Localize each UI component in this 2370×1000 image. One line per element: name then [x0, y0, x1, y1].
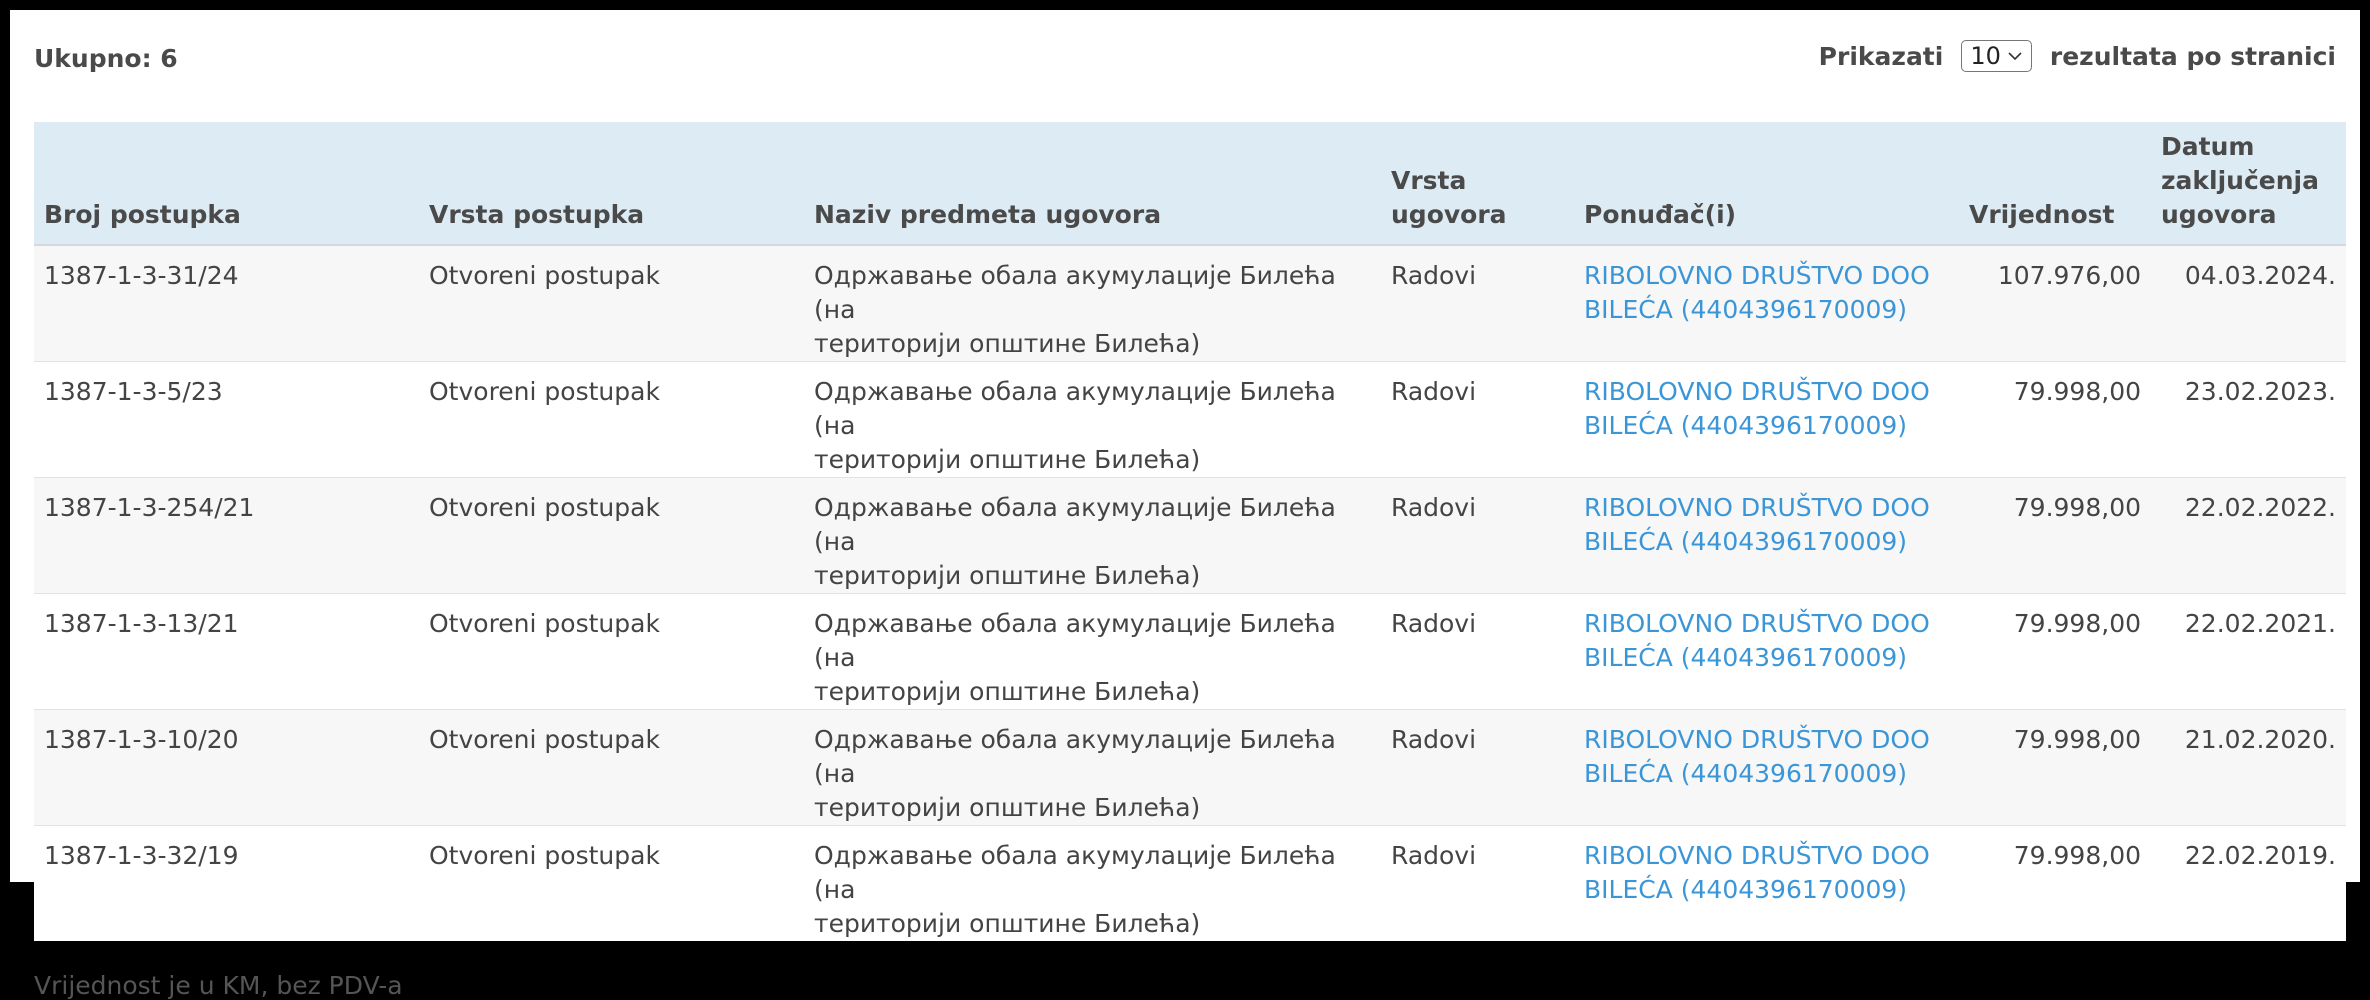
cell-ponudjac: [1574, 478, 1959, 594]
currency-note: Vrijednost je u KM, bez PDV-a: [34, 971, 403, 1000]
cell-vrijednost: 79.998,00: [1959, 710, 2151, 826]
table-row: [34, 478, 2346, 594]
cell-vrsta: Otvoreni postupak: [419, 362, 804, 478]
per-page-suffix: rezultata po stranici: [2049, 41, 2336, 71]
bidder-link[interactable]: RIBOLOVNO DRUŠTVO DOO BILEĆA (4404396170009): [1584, 841, 1930, 904]
contracts-table: [34, 122, 2346, 941]
table-row: [34, 362, 2346, 478]
cell-vrsta: Otvoreni postupak: [419, 826, 804, 942]
results-toolbar: [34, 10, 2336, 122]
cell-naziv: Одржавање обала акумулације Билећа (на територији општине Билећа): [804, 245, 1381, 362]
cell-vrijednost: 79.998,00: [1959, 826, 2151, 942]
cell-broj: 1387-1-3-254/21: [34, 478, 419, 594]
bidder-link[interactable]: RIBOLOVNO DRUŠTVO DOO BILEĆA (4404396170009): [1584, 493, 1930, 556]
cell-vrijednost: 79.998,00: [1959, 362, 2151, 478]
cell-ugovor: Radovi: [1381, 245, 1574, 362]
cell-broj: 1387-1-3-10/20: [34, 710, 419, 826]
results-panel: [10, 10, 2360, 1000]
cell-vrsta: Otvoreni postupak: [419, 594, 804, 710]
col-header-vrsta-ugovora[interactable]: Vrsta ugovora: [1381, 122, 1574, 245]
col-header-naziv[interactable]: Naziv predmeta ugovora: [804, 122, 1381, 245]
cell-naziv: Одржавање обала акумулације Билећа (на територији општине Билећа): [804, 826, 1381, 942]
table-row: [34, 594, 2346, 710]
cell-vrijednost: 107.976,00: [1959, 245, 2151, 362]
per-page-label: Prikazati: [1818, 41, 1944, 71]
cell-datum: 21.02.2020.: [2151, 710, 2346, 826]
col-header-datum[interactable]: Datum zaključenja ugovora: [2151, 122, 2346, 245]
cell-broj: 1387-1-3-32/19: [34, 826, 419, 942]
col-header-vrsta-postupka[interactable]: Vrsta postupka: [419, 122, 804, 245]
per-page-value: 10: [1970, 42, 2001, 70]
col-header-broj[interactable]: Broj postupka: [34, 122, 419, 245]
cell-ponudjac: [1574, 710, 1959, 826]
cell-broj: 1387-1-3-31/24: [34, 245, 419, 362]
cell-datum: 22.02.2019.: [2151, 826, 2346, 942]
table-row: [34, 245, 2346, 362]
cell-ugovor: Radovi: [1381, 710, 1574, 826]
cell-vrijednost: 79.998,00: [1959, 478, 2151, 594]
table-header-row: [34, 122, 2346, 245]
table-row: [34, 710, 2346, 826]
cell-ugovor: Radovi: [1381, 478, 1574, 594]
cell-datum: 04.03.2024.: [2151, 245, 2346, 362]
cell-datum: 22.02.2021.: [2151, 594, 2346, 710]
col-header-vrijednost[interactable]: Vrijednost: [1959, 122, 2151, 245]
bidder-link[interactable]: RIBOLOVNO DRUŠTVO DOO BILEĆA (4404396170009): [1584, 725, 1930, 788]
bidder-link[interactable]: RIBOLOVNO DRUŠTVO DOO BILEĆA (4404396170009): [1584, 377, 1930, 440]
per-page-control: [1819, 40, 2336, 72]
cell-vrsta: Otvoreni postupak: [419, 710, 804, 826]
cell-datum: 22.02.2022.: [2151, 478, 2346, 594]
cell-ugovor: Radovi: [1381, 826, 1574, 942]
cell-naziv: Одржавање обала акумулације Билећа (на територији општине Билећа): [804, 362, 1381, 478]
cell-naziv: Одржавање обала акумулације Билећа (на територији општине Билећа): [804, 478, 1381, 594]
cell-ponudjac: [1574, 594, 1959, 710]
cell-ponudjac: [1574, 362, 1959, 478]
cell-broj: 1387-1-3-13/21: [34, 594, 419, 710]
cell-broj: 1387-1-3-5/23: [34, 362, 419, 478]
table-row: [34, 826, 2346, 942]
cell-datum: 23.02.2023.: [2151, 362, 2346, 478]
chevron-down-icon: [2007, 48, 2023, 64]
per-page-select[interactable]: [1961, 40, 2032, 72]
cell-vrsta: Otvoreni postupak: [419, 478, 804, 594]
bidder-link[interactable]: RIBOLOVNO DRUŠTVO DOO BILEĆA (4404396170009): [1584, 609, 1930, 672]
col-header-ponudjac[interactable]: Ponuđač(i): [1574, 122, 1959, 245]
cell-naziv: Одржавање обала акумулације Билећа (на територији општине Билећа): [804, 594, 1381, 710]
cell-ugovor: Radovi: [1381, 362, 1574, 478]
cell-naziv: Одржавање обала акумулације Билећа (на територији општине Билећа): [804, 710, 1381, 826]
cell-vrsta: Otvoreni postupak: [419, 245, 804, 362]
cell-vrijednost: 79.998,00: [1959, 594, 2151, 710]
cell-ponudjac: [1574, 245, 1959, 362]
cell-ponudjac: [1574, 826, 1959, 942]
cell-ugovor: Radovi: [1381, 594, 1574, 710]
bidder-link[interactable]: RIBOLOVNO DRUŠTVO DOO BILEĆA (4404396170009): [1584, 261, 1930, 324]
results-total: Ukupno: 6: [34, 44, 178, 73]
